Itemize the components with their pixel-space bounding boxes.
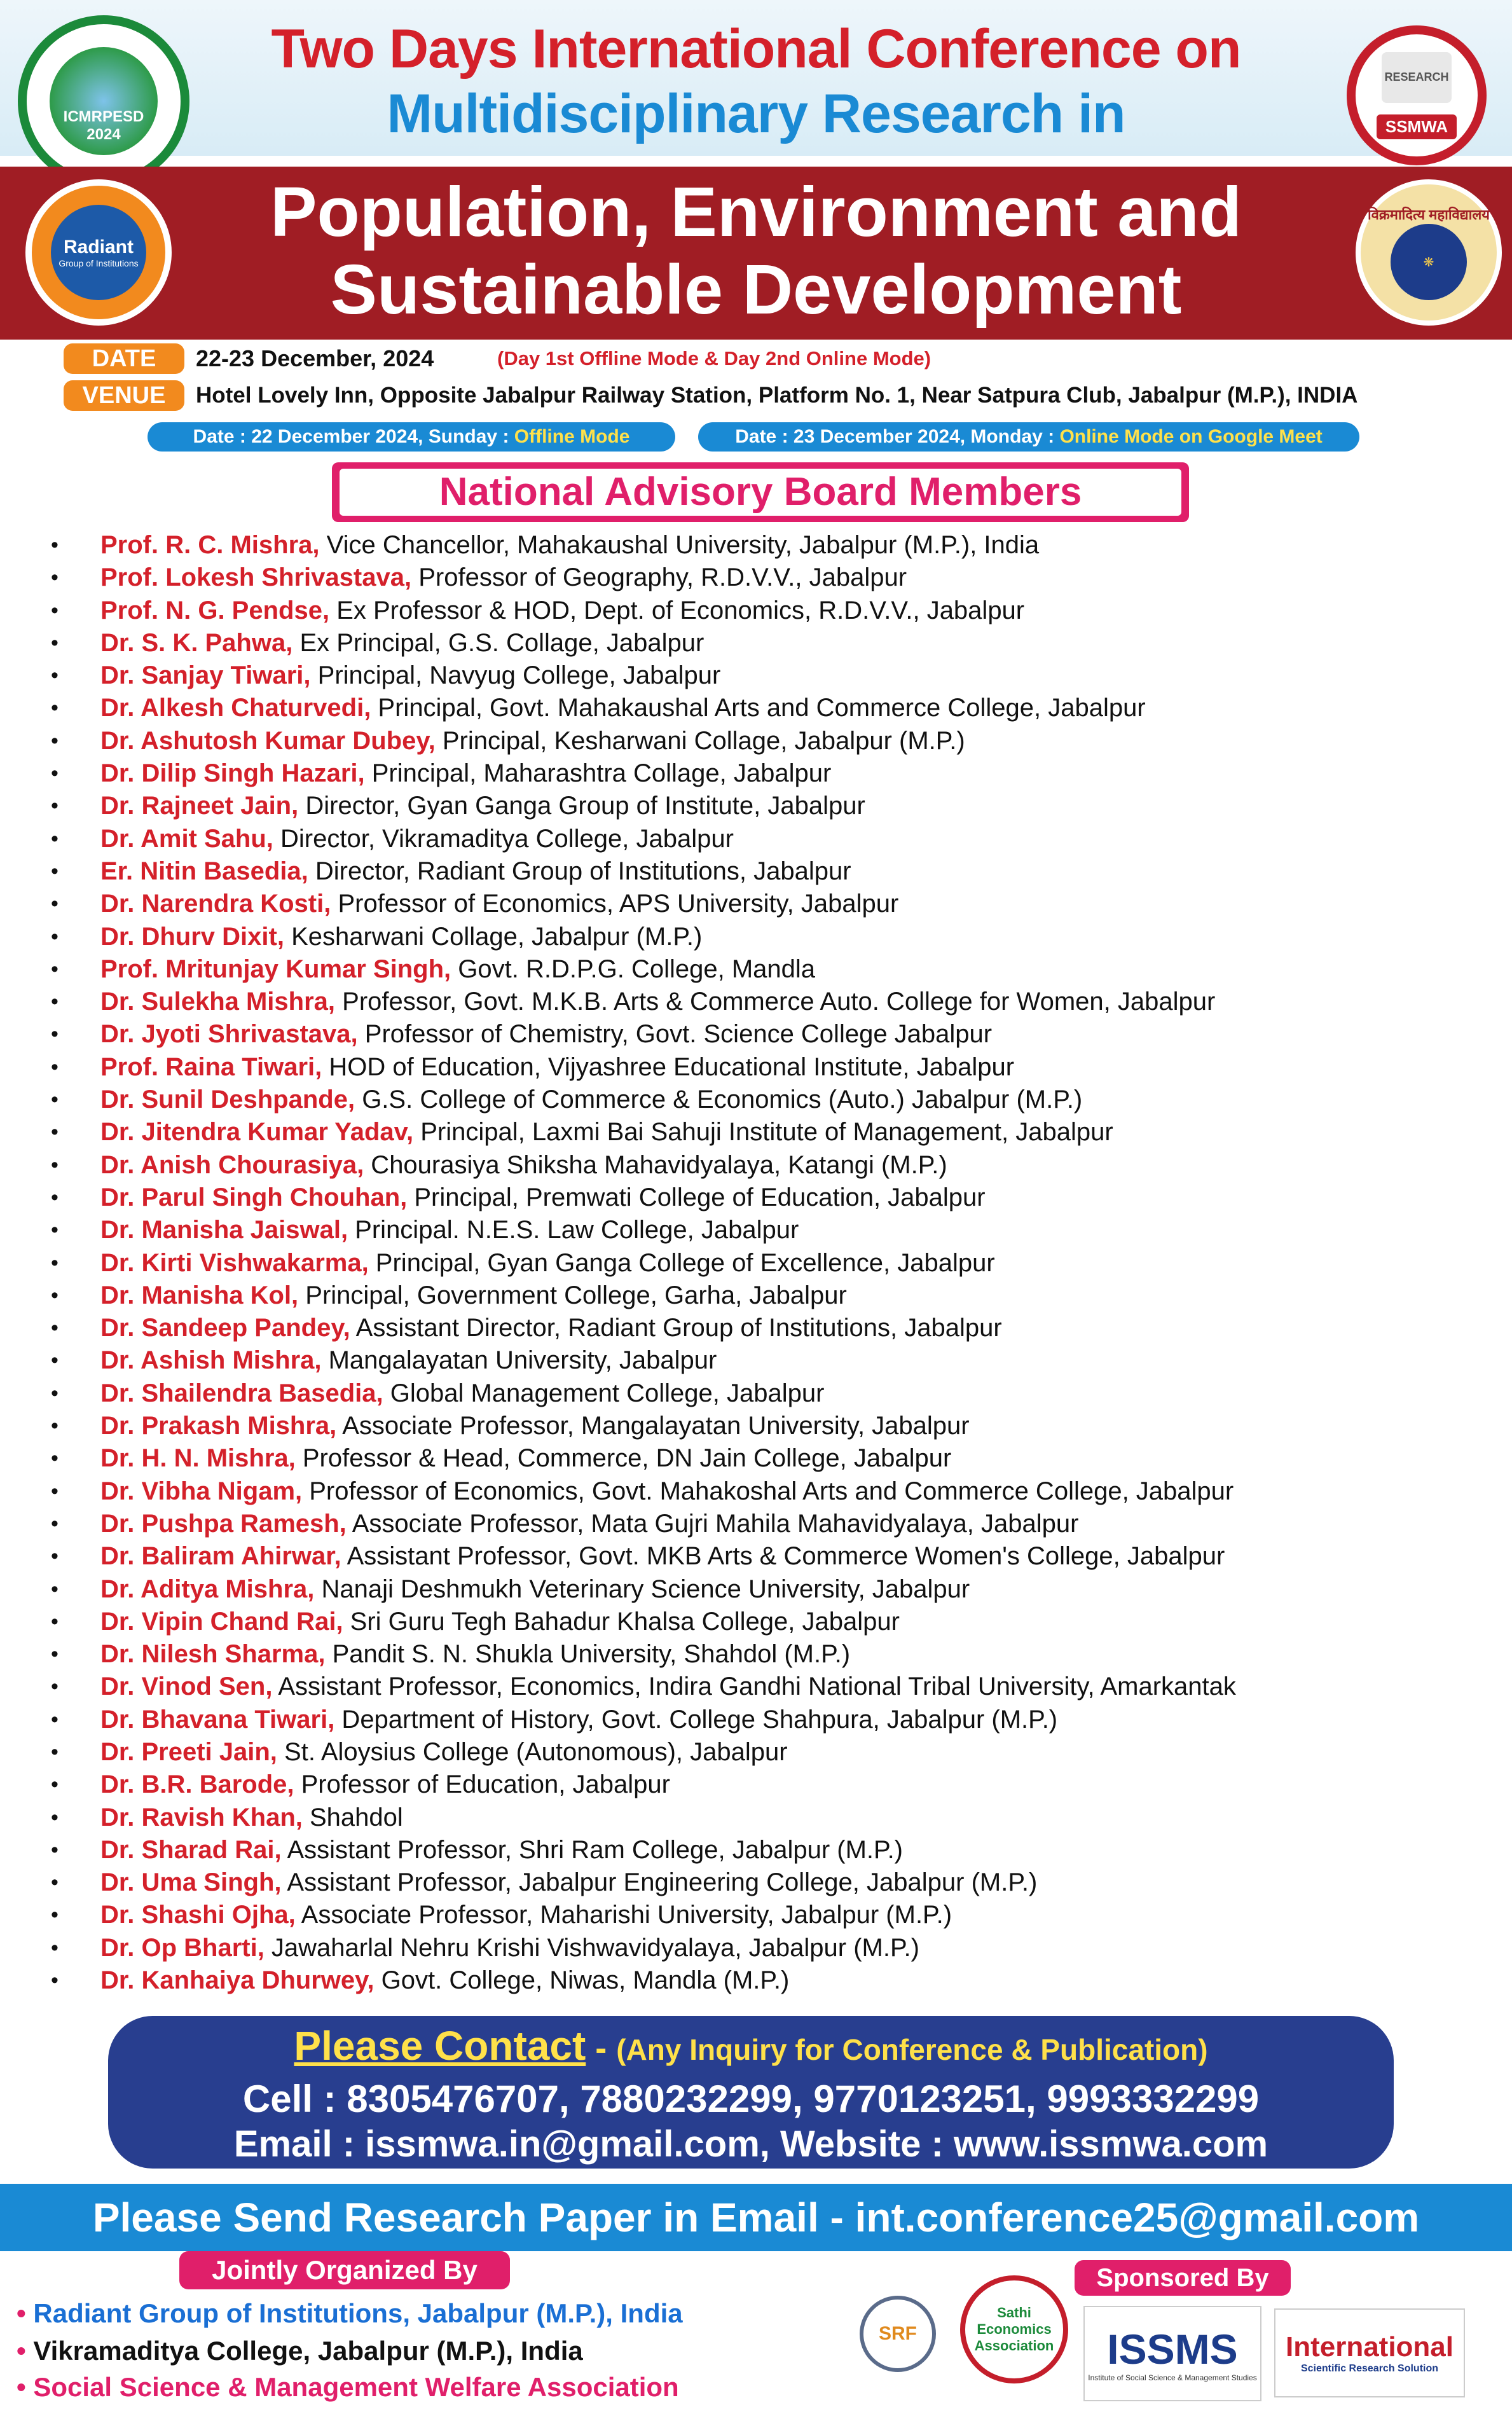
bullet-icon: • — [51, 663, 58, 688]
research-icon: RESEARCH — [1382, 52, 1452, 103]
member-entry — [100, 529, 1039, 562]
theme-title-line1: Population, Environment and — [270, 173, 1242, 251]
advisory-member — [0, 725, 1512, 757]
contact-dash: - — [586, 2029, 617, 2067]
theme-title-line2: Sustainable Development — [330, 251, 1182, 329]
jointly-organized-label: Jointly Organized By — [179, 2251, 510, 2289]
bullet-icon: • — [51, 1576, 58, 1601]
member-entry — [100, 1606, 900, 1638]
bullet-icon: • — [51, 892, 58, 916]
advisory-member — [0, 1084, 1512, 1116]
member-affiliation: Associate Professor, Maharishi University, Jabalpur (M.P.) — [295, 1901, 952, 1929]
bullet-icon: • — [51, 1642, 58, 1667]
member-affiliation: G.S. College of Commerce & Economics (Auto.) Jabalpur (M.P.) — [355, 1086, 1083, 1114]
member-name: Dr. S. K. Pahwa, — [100, 628, 293, 657]
member-entry — [100, 921, 702, 953]
advisory-member — [0, 1606, 1512, 1638]
issms-logo-sub: Institute of Social Science & Management Studies — [1088, 2373, 1257, 2382]
member-affiliation: Principal, Laxmi Bai Sahuji Institute of Management, Jabalpur — [413, 1118, 1113, 1147]
bullet-icon: • — [17, 2336, 34, 2366]
isrs-logo — [1274, 2308, 1465, 2397]
advisory-member — [0, 1932, 1512, 1964]
advisory-member — [0, 1051, 1512, 1084]
conference-title-line1: Two Days International Conference on — [271, 18, 1241, 79]
advisory-member — [0, 1671, 1512, 1703]
member-entry — [100, 1769, 670, 1801]
member-entry — [100, 627, 704, 659]
member-name: Dr. Preeti Jain, — [100, 1737, 277, 1766]
advisory-member — [0, 1247, 1512, 1279]
member-name: Dr. Sulekha Mishra, — [100, 988, 336, 1016]
member-affiliation: Jawaharlal Nehru Krishi Vishwavidyalaya, Jabalpur (M.P.) — [264, 1933, 919, 1962]
member-affiliation: Global Management College, Jabalpur — [383, 1379, 825, 1407]
economics-association-logo — [960, 2275, 1068, 2383]
bullet-icon: • — [51, 1707, 58, 1732]
member-entry — [100, 953, 815, 986]
advisory-member — [0, 1834, 1512, 1866]
member-entry — [100, 1802, 403, 1834]
bullet-icon: • — [51, 1837, 58, 1862]
member-entry — [100, 1442, 951, 1475]
bullet-icon: • — [51, 1870, 58, 1895]
member-name: Dr. Aditya Mishra, — [100, 1575, 315, 1603]
advisory-member — [0, 627, 1512, 659]
member-entry — [100, 692, 1146, 724]
member-entry — [100, 1475, 1234, 1508]
member-name: Dr. Narendra Kosti, — [100, 890, 331, 918]
member-entry — [100, 1866, 1037, 1899]
bullet-icon: • — [51, 630, 58, 655]
member-name: Dr. Sandeep Pandey, — [100, 1314, 350, 1342]
member-name: Dr. B.R. Barode, — [100, 1770, 294, 1799]
advisory-member — [0, 1736, 1512, 1769]
isrs-logo-sub: Scientific Research Solution — [1300, 2363, 1439, 2374]
member-entry — [100, 1671, 1236, 1703]
date-mode-note: (Day 1st Offline Mode & Day 2nd Online Mode) — [497, 347, 931, 369]
radiant-logo-label: Radiant — [63, 237, 134, 258]
advisory-member — [0, 1573, 1512, 1606]
bullet-icon: • — [51, 1152, 58, 1177]
member-name: Dr. Manisha Jaiswal, — [100, 1216, 348, 1245]
bullet-icon: • — [51, 1283, 58, 1307]
advisory-member — [0, 692, 1512, 724]
member-affiliation: Director, Vikramaditya College, Jabalpur — [273, 824, 734, 853]
organizer-name: Social Science & Management Welfare Association — [33, 2372, 679, 2402]
member-affiliation: Professor of Geography, R.D.V.V., Jabalpur — [411, 563, 907, 592]
member-name: Prof. Lokesh Shrivastava, — [100, 563, 412, 592]
organizer-item — [17, 2372, 679, 2403]
member-name: Dr. Rajneet Jain, — [100, 792, 299, 820]
radiant-logo-emblem — [51, 205, 146, 300]
bullet-icon: • — [51, 696, 58, 721]
member-affiliation: Principal, Government College, Garha, Jabalpur — [298, 1281, 847, 1309]
isrs-logo-label: International — [1285, 2331, 1454, 2362]
bullet-icon: • — [51, 1674, 58, 1699]
advisory-member — [0, 1442, 1512, 1475]
member-affiliation: Nanaji Deshmukh Veterinary Science University, Jabalpur — [314, 1575, 970, 1603]
srf-logo-label: SRF — [879, 2323, 917, 2344]
bullet-icon: • — [51, 826, 58, 851]
vikramaditya-logo — [1356, 179, 1502, 326]
member-affiliation: Professor of Economics, APS University, Jabalpur — [331, 890, 899, 918]
member-name: Prof. Mritunjay Kumar Singh, — [100, 955, 451, 983]
advisory-member — [0, 595, 1512, 627]
member-name: Er. Nitin Basedia, — [100, 857, 308, 885]
member-entry — [100, 1051, 1014, 1084]
member-name: Prof. Raina Tiwari, — [100, 1052, 322, 1081]
bullet-icon: • — [51, 1348, 58, 1373]
contact-heading: Please Contact — [294, 2023, 586, 2069]
member-affiliation: Assistant Professor, Economics, Indira Gandhi National Tribal University, Amarkantak — [272, 1673, 1236, 1701]
member-entry — [100, 888, 898, 920]
member-name: Dr. Op Bharti, — [100, 1933, 265, 1962]
member-name: Dr. Shailendra Basedia, — [100, 1379, 383, 1407]
bullet-icon: • — [51, 533, 58, 557]
advisory-member — [0, 1704, 1512, 1736]
member-affiliation: Associate Professor, Mangalayatan University, Jabalpur — [336, 1412, 970, 1440]
issms-logo-label: ISSMS — [1107, 2326, 1238, 2373]
organizer-item — [17, 2298, 683, 2329]
member-affiliation: Assistant Professor, Shri Ram College, Jabalpur (M.P.) — [281, 1835, 904, 1864]
member-affiliation: Principal. N.E.S. Law College, Jabalpur — [348, 1216, 799, 1245]
member-entry — [100, 1932, 919, 1964]
member-entry — [100, 790, 865, 822]
advisory-member — [0, 1312, 1512, 1344]
member-entry — [100, 1377, 824, 1410]
bullet-icon: • — [51, 924, 58, 949]
member-name: Dr. Ashutosh Kumar Dubey, — [100, 726, 436, 755]
bullet-icon: • — [51, 728, 58, 753]
contact-heading-row — [108, 2022, 1394, 2069]
day2-mode-badge — [698, 422, 1359, 452]
member-affiliation: Pandit S. N. Shukla University, Shahdol (M.P.) — [325, 1640, 851, 1669]
advisory-member — [0, 1116, 1512, 1148]
member-name: Dr. Nilesh Sharma, — [100, 1640, 326, 1669]
bullet-icon: • — [51, 1381, 58, 1405]
advisory-member — [0, 1802, 1512, 1834]
member-affiliation: Professor, Govt. M.K.B. Arts & Commerce Auto. College for Women, Jabalpur — [335, 988, 1216, 1016]
bullet-icon: • — [51, 1903, 58, 1928]
day1-mode: Offline Mode — [514, 426, 630, 447]
advisory-member — [0, 790, 1512, 822]
member-entry — [100, 1214, 799, 1246]
member-affiliation: HOD of Education, Vijyashree Educational Institute, Jabalpur — [322, 1052, 1015, 1081]
member-entry — [100, 1899, 952, 1931]
member-affiliation: Chourasiya Shiksha Mahavidyalaya, Katangi (M.P.) — [364, 1150, 947, 1179]
member-affiliation: Principal, Maharashtra Collage, Jabalpur — [364, 759, 832, 788]
member-affiliation: Professor & Head, Commerce, DN Jain College, Jabalpur — [295, 1444, 952, 1473]
advisory-member — [0, 1410, 1512, 1442]
conference-title-line2: Multidisciplinary Research in — [387, 83, 1125, 144]
bullet-icon: • — [51, 565, 58, 590]
ssmwa-logo-label: SSMWA — [1377, 114, 1457, 139]
advisory-member — [0, 986, 1512, 1018]
member-entry — [100, 1247, 995, 1279]
bullet-icon: • — [51, 1739, 58, 1764]
radiant-logo-sub: Group of Institutions — [58, 258, 139, 268]
advisory-member — [0, 1214, 1512, 1246]
bullet-icon: • — [51, 1054, 58, 1079]
advisory-member — [0, 1344, 1512, 1377]
bullet-icon: • — [51, 1968, 58, 1993]
member-entry — [100, 562, 907, 594]
advisory-board-heading: National Advisory Board Members — [340, 469, 1181, 516]
member-affiliation: St. Aloysius College (Autonomous), Jabalpur — [277, 1737, 788, 1766]
member-entry — [100, 1018, 992, 1051]
srf-logo — [860, 2296, 936, 2372]
issms-logo — [1083, 2306, 1261, 2401]
bullet-icon: • — [17, 2298, 34, 2328]
member-affiliation: Govt. R.D.P.G. College, Mandla — [451, 955, 816, 983]
member-affiliation: Department of History, Govt. College Shahpura, Jabalpur (M.P.) — [334, 1705, 1058, 1734]
advisory-member — [0, 1540, 1512, 1573]
bullet-icon: • — [51, 1087, 58, 1112]
member-name: Dr. Shashi Ojha, — [100, 1901, 296, 1929]
bullet-icon: • — [51, 1022, 58, 1047]
advisory-member — [0, 1377, 1512, 1410]
bullet-icon: • — [51, 794, 58, 818]
advisory-member — [0, 1964, 1512, 1997]
member-affiliation: Associate Professor, Mata Gujri Mahila Mahavidyalaya, Jabalpur — [346, 1509, 1079, 1538]
member-name: Dr. Anish Chourasiya, — [100, 1150, 364, 1179]
conference-logo-label: ICMRPESD 2024 — [63, 108, 144, 143]
member-name: Dr. Sharad Rai, — [100, 1835, 282, 1864]
submission-banner: Please Send Research Paper in Email - int.conference25@gmail.com — [0, 2184, 1512, 2251]
member-entry — [100, 1182, 986, 1214]
advisory-member — [0, 529, 1512, 562]
bullet-icon: • — [51, 956, 58, 981]
advisory-board-heading-frame — [332, 462, 1189, 522]
member-name: Dr. Jyoti Shrivastava, — [100, 1020, 358, 1049]
bullet-icon: • — [51, 1479, 58, 1503]
member-name: Dr. Ashish Mishra, — [100, 1346, 322, 1375]
vikramaditya-logo-label: विक्रमादित्य महाविद्यालय — [1367, 207, 1490, 223]
member-name: Dr. Alkesh Chaturvedi, — [100, 694, 371, 722]
member-affiliation: Assistant Professor, Jabalpur Engineering College, Jabalpur (M.P.) — [281, 1868, 1038, 1897]
day2-date: Date : 23 December 2024, Monday : — [735, 426, 1060, 447]
member-name: Prof. R. C. Mishra, — [100, 531, 320, 559]
bullet-icon: • — [51, 598, 58, 623]
member-affiliation: Sri Guru Tegh Bahadur Khalsa College, Jabalpur — [343, 1607, 900, 1636]
member-entry — [100, 757, 831, 790]
member-name: Dr. Sanjay Tiwari, — [100, 661, 311, 690]
day2-mode: Online Mode on Google Meet — [1059, 426, 1323, 447]
member-affiliation: Professor of Chemistry, Govt. Science College Jabalpur — [357, 1020, 993, 1049]
member-name: Dr. Vipin Chand Rai, — [100, 1607, 343, 1636]
member-affiliation: Director, Gyan Ganga Group of Institute, Jabalpur — [298, 792, 865, 820]
conference-logo — [18, 15, 189, 187]
sponsored-by-label: Sponsored By — [1075, 2260, 1291, 2296]
member-affiliation: Assistant Professor, Govt. MKB Arts & Commerce Women's College, Jabalpur — [341, 1542, 1225, 1571]
advisory-member — [0, 562, 1512, 594]
bullet-icon: • — [51, 1511, 58, 1536]
advisory-member — [0, 1638, 1512, 1671]
member-entry — [100, 1084, 1082, 1116]
venue-value: Hotel Lovely Inn, Opposite Jabalpur Railway Station, Platform No. 1, Near Satpura Club, Jabalpur (M.P.), INDIA — [196, 383, 1358, 408]
bullet-icon: • — [51, 1316, 58, 1341]
bullet-icon: • — [51, 1218, 58, 1243]
member-affiliation: Principal, Navyug College, Jabalpur — [310, 661, 721, 690]
member-affiliation: Principal, Gyan Ganga College of Excellence, Jabalpur — [368, 1248, 995, 1277]
venue-label: VENUE — [64, 380, 184, 411]
member-entry — [100, 1834, 903, 1866]
advisory-member — [0, 953, 1512, 986]
member-affiliation: Director, Radiant Group of Institutions, Jabalpur — [308, 857, 851, 885]
bullet-icon: • — [51, 1772, 58, 1797]
advisory-member — [0, 1508, 1512, 1540]
member-affiliation: Ex Professor & HOD, Dept. of Economics, R.D.V.V., Jabalpur — [329, 596, 1025, 624]
bullet-icon: • — [51, 761, 58, 786]
member-name: Dr. H. N. Mishra, — [100, 1444, 296, 1473]
member-entry — [100, 725, 965, 757]
member-entry — [100, 986, 1215, 1018]
bullet-icon: • — [51, 1250, 58, 1275]
day1-mode-badge — [148, 422, 675, 452]
advisory-member — [0, 659, 1512, 692]
member-affiliation: Professor of Education, Jabalpur — [294, 1770, 670, 1799]
member-affiliation: Principal, Premwati College of Education, Jabalpur — [407, 1183, 986, 1211]
bullet-icon: • — [51, 859, 58, 883]
date-label: DATE — [64, 343, 184, 374]
member-entry — [100, 1508, 1078, 1540]
organizer-name: Vikramaditya College, Jabalpur (M.P.), India — [33, 2336, 583, 2366]
advisory-member — [0, 888, 1512, 920]
member-entry — [100, 1279, 847, 1312]
bullet-icon: • — [51, 1414, 58, 1438]
member-name: Dr. Dilip Singh Hazari, — [100, 759, 365, 788]
member-name: Dr. Bhavana Tiwari, — [100, 1705, 335, 1734]
bullet-icon: • — [51, 1120, 58, 1145]
organizer-name: Radiant Group of Institutions, Jabalpur (M.P.), India — [33, 2298, 683, 2328]
member-name: Dr. Ravish Khan, — [100, 1803, 303, 1831]
date-value: 22-23 December, 2024 — [196, 345, 434, 371]
member-name: Dr. Manisha Kol, — [100, 1281, 299, 1309]
advisory-member — [0, 1866, 1512, 1899]
bullet-icon: • — [17, 2372, 34, 2402]
member-name: Dr. Jitendra Kumar Yadav, — [100, 1118, 414, 1147]
member-affiliation: Govt. College, Niwas, Mandla (M.P.) — [374, 1966, 790, 1995]
economics-association-label: Sathi Economics Association — [974, 2305, 1054, 2354]
bullet-icon: • — [51, 1446, 58, 1471]
advisory-member — [0, 1899, 1512, 1931]
globe-icon — [50, 47, 158, 155]
advisory-member — [0, 1279, 1512, 1312]
advisory-member — [0, 1149, 1512, 1182]
member-affiliation: Professor of Economics, Govt. Mahakoshal Arts and Commerce College, Jabalpur — [302, 1477, 1234, 1505]
advisory-member — [0, 1182, 1512, 1214]
member-affiliation: Ex Principal, G.S. Collage, Jabalpur — [292, 628, 704, 657]
ssmwa-logo — [1347, 25, 1487, 165]
advisory-member — [0, 1018, 1512, 1051]
day1-date: Date : 22 December 2024, Sunday : — [193, 426, 514, 447]
contact-phones: Cell : 8305476707, 7880232299, 9770123251, 9993332299 — [242, 2078, 1260, 2120]
member-name: Dr. Vibha Nigam, — [100, 1477, 303, 1505]
member-affiliation: Principal, Govt. Mahakaushal Arts and Commerce College, Jabalpur — [371, 694, 1146, 722]
member-affiliation: Kesharwani Collage, Jabalpur (M.P.) — [284, 922, 703, 951]
member-name: Dr. Parul Singh Chouhan, — [100, 1183, 408, 1211]
organizer-item — [17, 2336, 583, 2366]
member-name: Dr. Dhurv Dixit, — [100, 922, 284, 951]
member-affiliation: Vice Chancellor, Mahakaushal University, Jabalpur (M.P.), India — [319, 531, 1040, 559]
member-affiliation: Principal, Kesharwani Collage, Jabalpur (M.P.) — [435, 726, 965, 755]
member-name: Dr. Prakash Mishra, — [100, 1412, 337, 1440]
contact-email-website: Email : issmwa.in@gmail.com, Website : www.issmwa.com — [233, 2123, 1268, 2165]
advisory-member — [0, 921, 1512, 953]
member-entry — [100, 659, 720, 692]
member-entry — [100, 1540, 1225, 1573]
member-entry — [100, 855, 851, 888]
advisory-member — [0, 1475, 1512, 1508]
member-entry — [100, 1344, 717, 1377]
advisory-member — [0, 823, 1512, 855]
member-entry — [100, 1116, 1113, 1148]
bullet-icon: • — [51, 1935, 58, 1960]
member-name: Prof. N. G. Pendse, — [100, 596, 330, 624]
member-affiliation: Assistant Director, Radiant Group of Institutions, Jabalpur — [350, 1314, 1002, 1342]
member-entry — [100, 1964, 789, 1997]
bullet-icon: • — [51, 1805, 58, 1830]
bullet-icon: • — [51, 1185, 58, 1210]
member-entry — [100, 595, 1024, 627]
member-entry — [100, 1573, 970, 1606]
member-entry — [100, 1638, 850, 1671]
member-name: Dr. Amit Sahu, — [100, 824, 273, 853]
member-entry — [100, 1410, 970, 1442]
member-name: Dr. Kirti Vishwakarma, — [100, 1248, 369, 1277]
member-affiliation: Mangalayatan University, Jabalpur — [321, 1346, 717, 1375]
advisory-board-list — [0, 529, 1512, 1997]
advisory-member — [0, 1769, 1512, 1801]
member-name: Dr. Kanhaiya Dhurwey, — [100, 1966, 375, 1995]
bullet-icon: • — [51, 1609, 58, 1634]
college-seal-icon: ❋ — [1391, 224, 1467, 300]
contact-subheading: (Any Inquiry for Conference & Publication) — [616, 2033, 1208, 2066]
member-entry — [100, 1736, 788, 1769]
advisory-member — [0, 757, 1512, 790]
member-name: Dr. Baliram Ahirwar, — [100, 1542, 341, 1571]
member-name: Dr. Vinod Sen, — [100, 1673, 273, 1701]
advisory-member — [0, 855, 1512, 888]
member-entry — [100, 1149, 947, 1182]
member-entry — [100, 1704, 1057, 1736]
member-name: Dr. Pushpa Ramesh, — [100, 1509, 347, 1538]
member-name: Dr. Uma Singh, — [100, 1868, 282, 1897]
member-affiliation: Shahdol — [302, 1803, 403, 1831]
bullet-icon: • — [51, 1544, 58, 1569]
radiant-logo — [25, 179, 172, 326]
member-name: Dr. Sunil Deshpande, — [100, 1086, 355, 1114]
contact-panel — [108, 2016, 1394, 2169]
bullet-icon: • — [51, 990, 58, 1014]
member-entry — [100, 1312, 1002, 1344]
member-entry — [100, 823, 734, 855]
